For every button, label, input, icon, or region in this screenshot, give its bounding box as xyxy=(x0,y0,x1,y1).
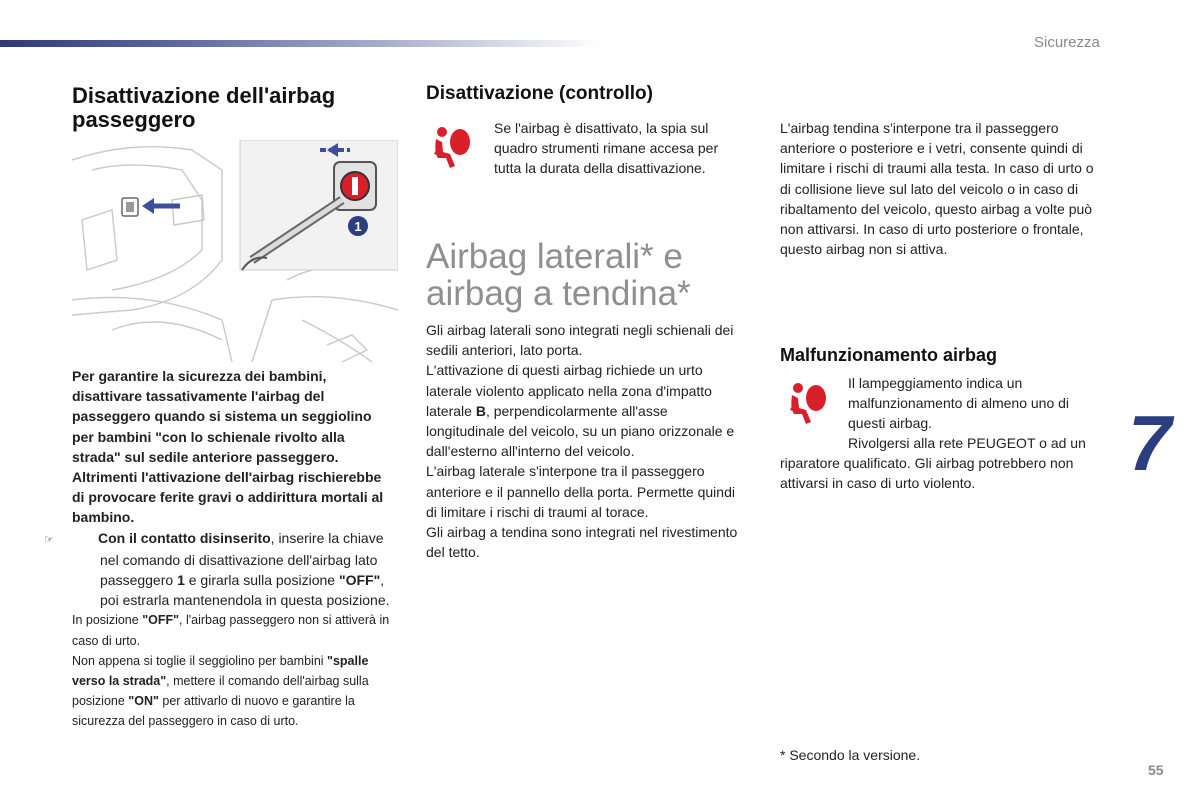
airbag-switch-illustration xyxy=(72,140,398,362)
col1-title: Disattivazione dell'airbag passeggero xyxy=(72,83,336,132)
malfunction-text-2: Rivolgersi alla rete PEUGEOT o ad un riparatore qualificato. Gli airbag potrebbero non attivarsi in caso di urto violento. xyxy=(780,435,1086,492)
body-paragraph: L'airbag laterale s'interpone tra il passeggero anteriore e il pannello della porta. Permette quindi di limitare i rischi di traumi al torace. xyxy=(426,463,735,520)
off-position-note: In posizione "OFF", l'airbag passeggero non si attiverà in caso di urto. xyxy=(72,613,390,648)
page-number: 55 xyxy=(1148,762,1164,778)
child-safety-warning: Per garantire la sicurezza dei bambini, disattivare tassativamente l'airbag del passeggero quando si sistema un seggiolino per bambini "con lo schienale rivolto alla strada" sul sedile anteriore passeggero. Altrimenti l'attivazione dell'airbag rischierebbe di provocare ferite gravi o addirittura mortali al bambino. xyxy=(72,368,384,526)
body-paragraph: L'attivazione di questi airbag richiede un urto laterale violento applicato nella zona d'impatto laterale B, perpendicolarmente all'asse longitudinale del veicolo, su un piano orizzonale e dall'esterno all'interno del veicolo. xyxy=(426,362,735,460)
body-paragraph: Gli airbag a tendina sono integrati nel rivestimento del tetto. xyxy=(426,524,738,561)
col1-text-block xyxy=(44,366,390,732)
body-paragraph: Gli airbag laterali sono integrati negli schienali dei sedili anteriori, lato porta. xyxy=(426,322,734,359)
side-curtain-airbag-heading xyxy=(426,238,746,312)
footnote: * Secondo la versione. xyxy=(780,747,921,763)
airbag-warning-icon xyxy=(428,124,474,170)
heading-line-1: Airbag laterali* e xyxy=(426,237,683,276)
col2-title: Disattivazione (controllo) xyxy=(426,83,653,104)
malfunction-text-1: Il lampeggiamento indica un malfunzionamento di almeno uno di questi airbag. xyxy=(848,375,1070,432)
airbag-warning-icon xyxy=(784,380,830,426)
heading-line-2: airbag a tendina* xyxy=(426,274,691,313)
section-label: Sicurezza xyxy=(1034,34,1100,51)
col3-title: Malfunzionamento airbag xyxy=(780,345,998,365)
deactivation-instruction: ☞ Con il contatto disinserito, inserire la chiave nel comando di disattivazione dell'airbag lato passeggero 1 e girarla sulla posizione "OFF", poi estrarla mantenendola in questa posizione. xyxy=(44,529,390,609)
bullet-marker: ☞ xyxy=(44,533,54,546)
header-gradient-bar xyxy=(0,40,600,47)
control-text: Se l'airbag è disattivato, la spia sul quadro strumenti rimane accesa per tutta la durata della disattivazione. xyxy=(494,120,719,177)
reactivation-note: Non appena si toglie il seggiolino per bambini "spalle verso la strada", mettere il comando dell'airbag sulla posizione "ON" per attivarlo di nuovo e garantire la sicurezza del passeggero in caso di urto. xyxy=(72,653,369,729)
curtain-airbag-text: L'airbag tendina s'interpone tra il passeggero anteriore o posteriore e i vetri, consente quindi di limitare i rischi di traumi alla testa. In caso di urto o di collisione lieve sul lato del veicolo o in caso di ribaltamento del veicolo, questo airbag a volte può non attivarsi. In caso di urto posteriore o frontale, questo airbag non si attiva. xyxy=(780,120,1094,258)
side-airbag-body xyxy=(426,320,746,562)
chapter-number: 7 xyxy=(1128,399,1172,487)
illustration-label: 1 xyxy=(354,219,362,234)
